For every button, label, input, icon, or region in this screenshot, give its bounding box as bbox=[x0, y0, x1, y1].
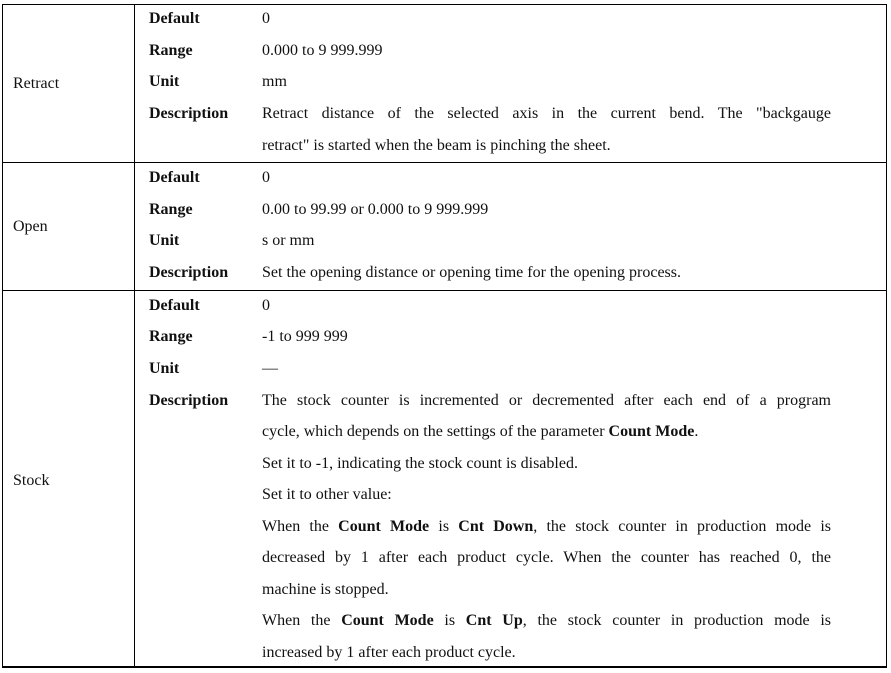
param-name-stock: Stock bbox=[13, 472, 50, 489]
label-range: Range bbox=[149, 201, 193, 218]
row-default bbox=[2, 4, 887, 36]
description-line: cycle, which depends on the settings of the parameter Count Mode. bbox=[262, 423, 699, 440]
value-range: -1 to 999 999 bbox=[262, 328, 348, 345]
label-unit: Unit bbox=[149, 232, 180, 249]
param-ref-count-mode: Count Mode bbox=[608, 423, 695, 440]
label-default: Default bbox=[149, 10, 200, 27]
option-cnt-up: Cnt Up bbox=[465, 612, 523, 629]
row-range bbox=[2, 322, 887, 354]
row-unit bbox=[2, 226, 887, 258]
label-range: Range bbox=[149, 42, 193, 59]
row-description-cont bbox=[2, 449, 887, 481]
description-line: retract" is started when the beam is pinching the sheet. bbox=[262, 137, 611, 154]
description-line: The stock counter is incremented or decremented after each end of a program bbox=[262, 392, 831, 409]
row-range bbox=[2, 195, 887, 227]
parameter-table bbox=[2, 4, 887, 668]
description-line: When the Count Mode is Cnt Up, the stock counter in production mode is bbox=[262, 612, 832, 629]
description-line: Set it to -1, indicating the stock count is disabled. bbox=[262, 455, 578, 472]
label-description: Description bbox=[149, 392, 229, 409]
value-unit: — bbox=[262, 360, 278, 377]
value-unit: s or mm bbox=[262, 232, 315, 249]
description-line: Set the opening distance or opening time for the opening process. bbox=[262, 264, 682, 281]
description-line: Set it to other value: bbox=[262, 486, 392, 503]
row-description-cont bbox=[2, 417, 887, 449]
label-unit: Unit bbox=[149, 73, 180, 90]
label-unit: Unit bbox=[149, 360, 180, 377]
row-description-cont bbox=[2, 480, 887, 512]
label-range: Range bbox=[149, 328, 193, 345]
description-line: Retract distance of the selected axis in the current bend. The "backgauge bbox=[262, 105, 831, 122]
row-range bbox=[2, 36, 887, 68]
row-default bbox=[2, 163, 887, 195]
row-description-cont bbox=[2, 543, 887, 575]
row-description bbox=[2, 258, 887, 290]
description-line: decreased by 1 after each product cycle. When the counter has reached 0, the bbox=[262, 549, 831, 566]
row-description bbox=[2, 386, 887, 418]
label-description: Description bbox=[149, 264, 229, 281]
param-name-open: Open bbox=[13, 218, 48, 235]
value-unit: mm bbox=[262, 73, 287, 90]
row-unit bbox=[2, 354, 887, 386]
description-line: increased by 1 after each product cycle. bbox=[262, 644, 516, 661]
value-default: 0 bbox=[262, 297, 270, 314]
row-default bbox=[2, 291, 887, 323]
row-description-cont bbox=[2, 131, 887, 163]
description-line: machine is stopped. bbox=[262, 581, 389, 598]
row-description-cont bbox=[2, 575, 887, 607]
value-default: 0 bbox=[262, 10, 270, 27]
value-default: 0 bbox=[262, 169, 270, 186]
description-line: When the Count Mode is Cnt Down, the stock counter in production mode is bbox=[262, 518, 832, 535]
label-default: Default bbox=[149, 297, 200, 314]
param-ref-count-mode: Count Mode bbox=[338, 518, 430, 535]
param-name-retract: Retract bbox=[13, 75, 60, 92]
row-description bbox=[2, 99, 887, 131]
option-cnt-down: Cnt Down bbox=[458, 518, 534, 535]
row-description-cont bbox=[2, 512, 887, 544]
value-range: 0.000 to 9 999.999 bbox=[262, 42, 383, 59]
value-range: 0.00 to 99.99 or 0.000 to 9 999.999 bbox=[262, 201, 489, 218]
row-unit bbox=[2, 67, 887, 99]
row-description-cont bbox=[2, 606, 887, 638]
param-ref-count-mode: Count Mode bbox=[341, 612, 434, 629]
label-description: Description bbox=[149, 105, 229, 122]
label-default: Default bbox=[149, 169, 200, 186]
row-description-cont bbox=[2, 638, 887, 670]
